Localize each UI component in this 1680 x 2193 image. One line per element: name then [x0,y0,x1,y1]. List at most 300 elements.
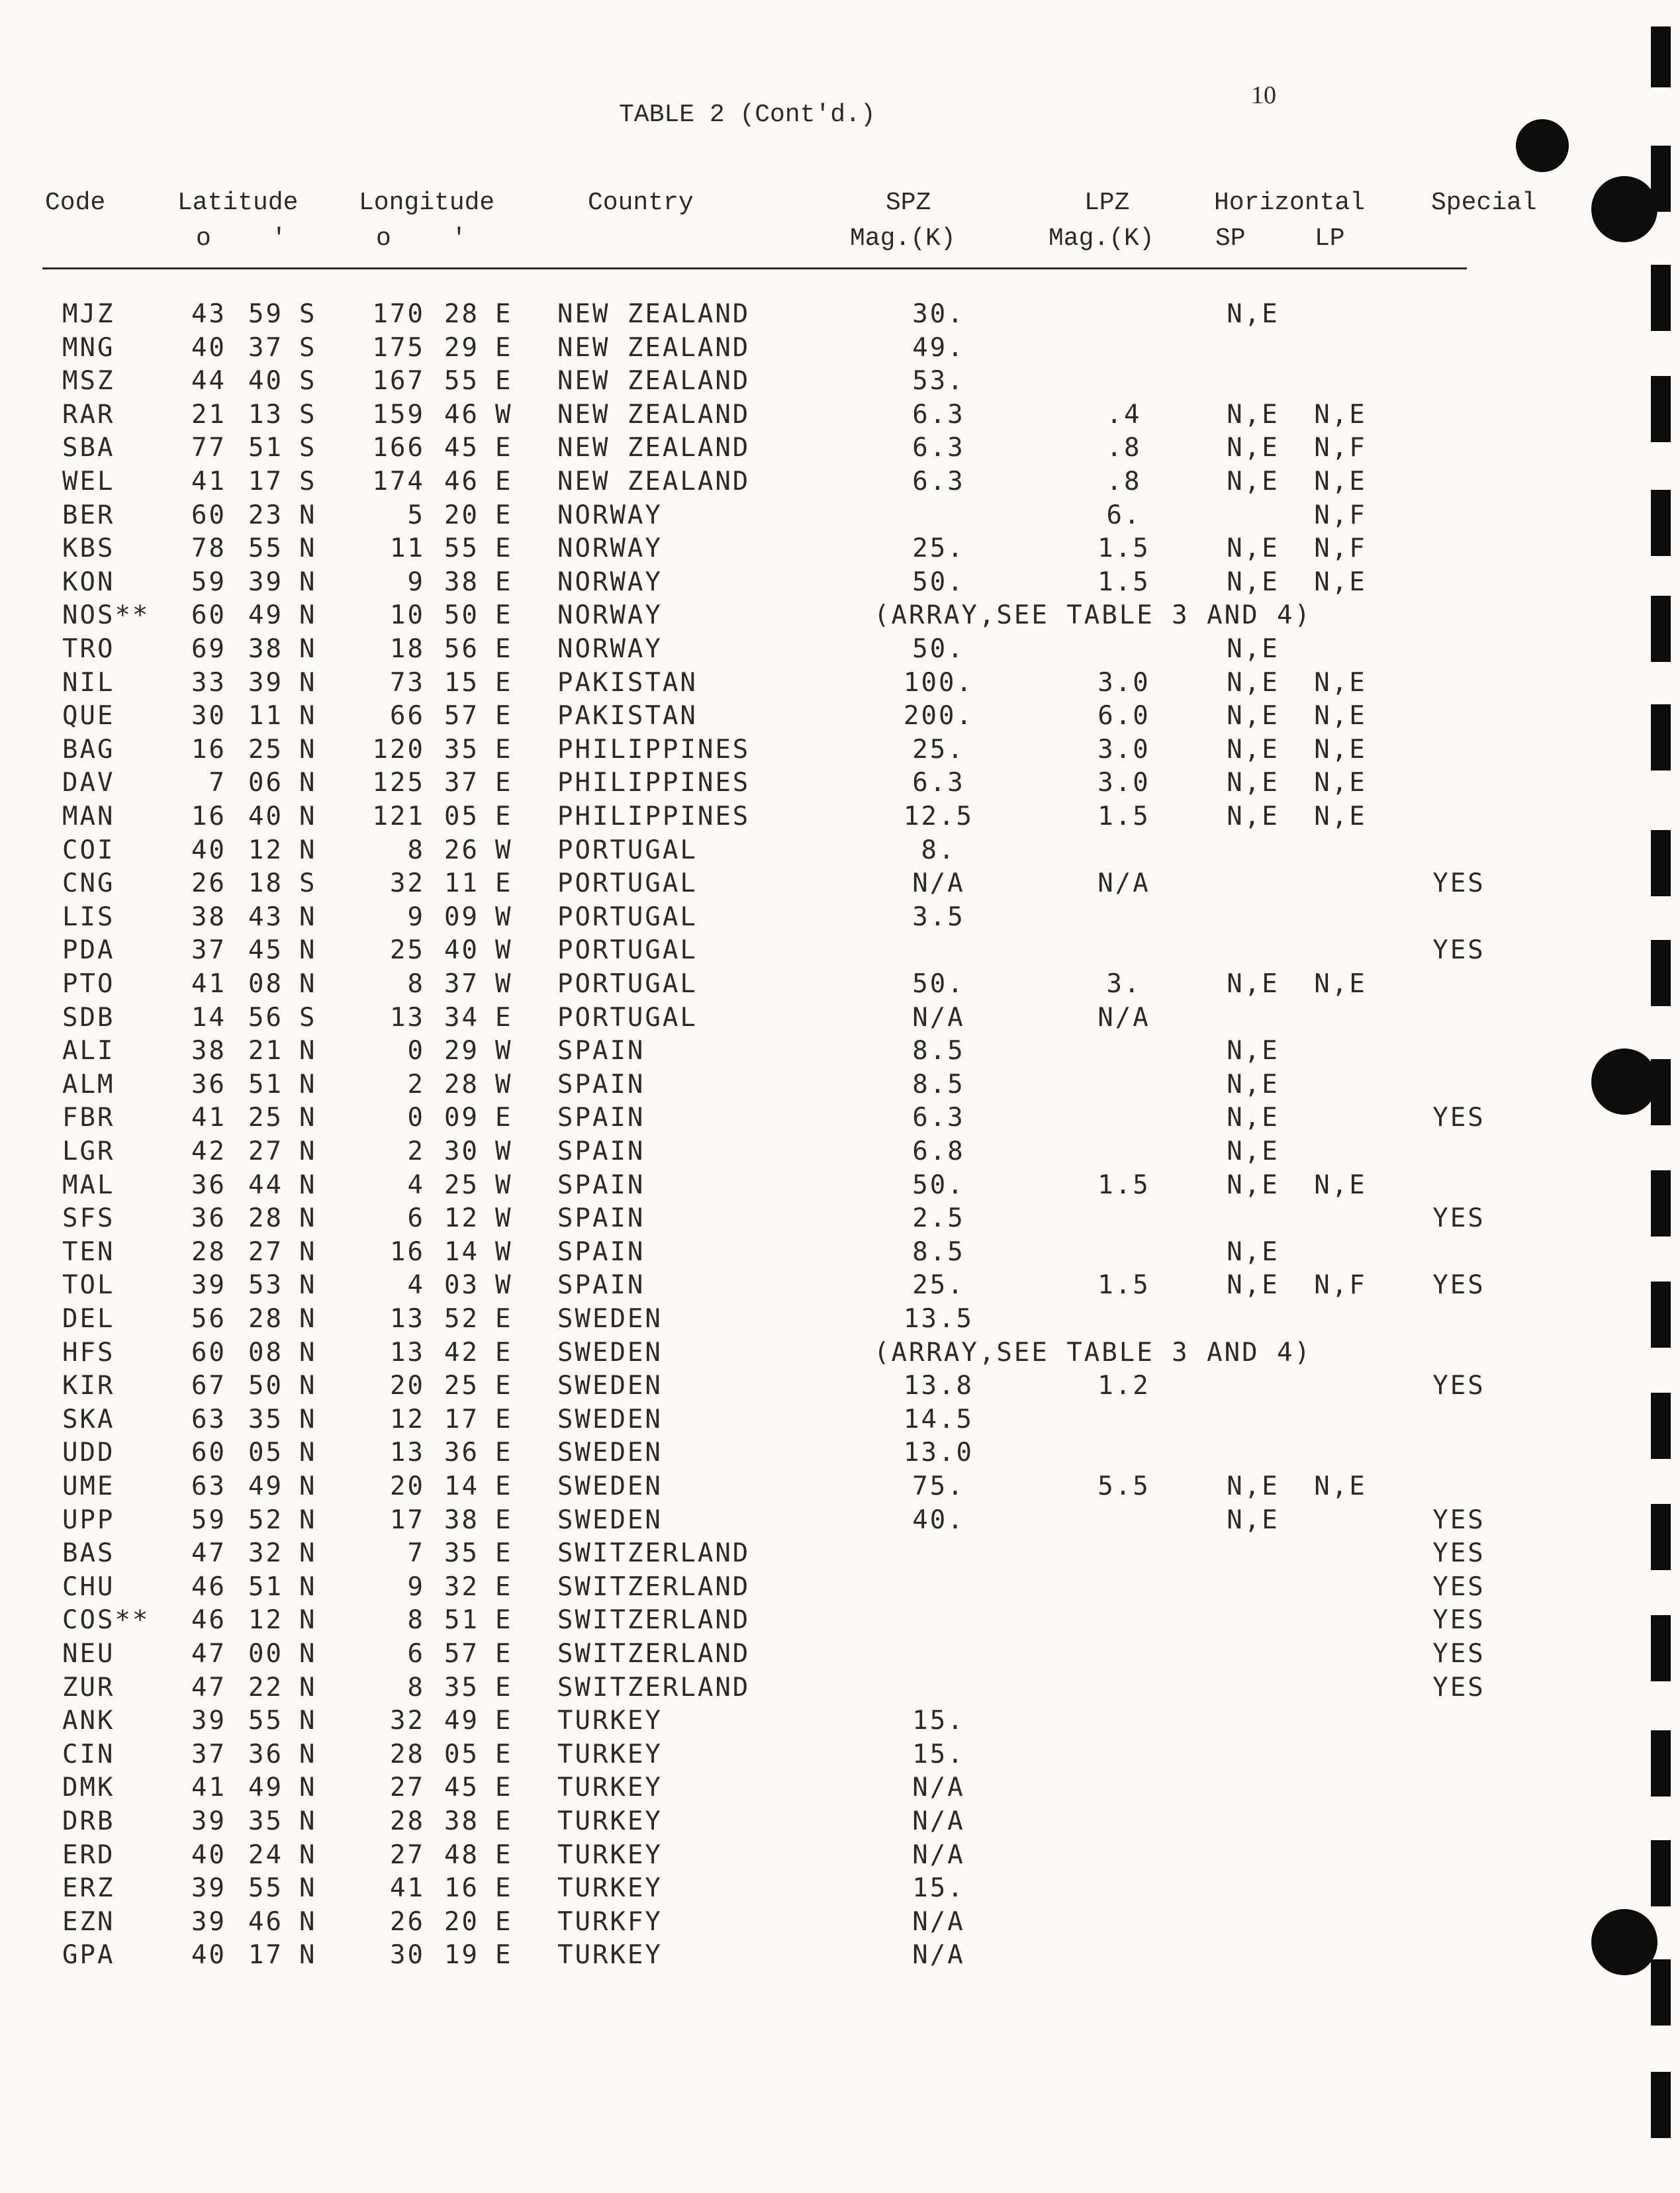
table-row [0,1939,1680,1972]
country: PHILIPPINES [557,802,751,831]
country: SWEDEN [557,1371,663,1401]
longitude-hemisphere: E [495,1571,513,1602]
country: SWEDEN [557,1404,663,1434]
longitude-hemisphere: E [495,1002,513,1033]
spz-magnification: N/A [912,1773,965,1803]
spz-magnification: 3.5 [912,902,965,932]
latitude-hemisphere: N [299,534,317,564]
station-code: NEU [62,1639,115,1669]
special-flag: YES [1432,1371,1485,1401]
latitude-hemisphere: N [299,1304,317,1334]
longitude-minutes: 35 [444,734,479,765]
country: SWEDEN [557,1337,663,1368]
longitude-hemisphere: E [495,534,513,564]
station-code: ERD [62,1840,115,1870]
country: TURKFY [557,1906,663,1937]
latitude-hemisphere: N [299,1337,317,1368]
longitude-degrees: 16 [390,1236,425,1267]
station-code: DAV [62,768,115,798]
spz-magnification: 25. [912,734,965,765]
country: PHILIPPINES [557,768,751,798]
page-number: 10 [1251,81,1276,109]
table-row [0,633,1680,666]
longitude-minutes: 48 [444,1840,479,1870]
country: TURKEY [557,1773,663,1803]
table-row [0,1236,1680,1269]
country: PORTUGAL [557,835,698,865]
table-row [0,1303,1680,1336]
latitude-degrees: 28 [191,1236,226,1267]
latitude-hemisphere: S [299,332,317,363]
latitude-degrees: 41 [191,1773,226,1803]
horizontal-sp: N,E [1227,734,1280,765]
longitude-minutes: 16 [444,1873,479,1904]
latitude-minutes: 22 [248,1672,283,1703]
horizontal-lp: N,E [1314,802,1367,831]
table-row [0,934,1680,967]
latitude-hemisphere: N [299,600,317,631]
station-code: UPP [62,1505,115,1535]
latitude-degrees: 78 [191,534,226,564]
latitude-degrees: 47 [191,1672,226,1703]
horizontal-lp: N,E [1314,467,1367,496]
country: PORTUGAL [557,935,698,966]
latitude-minutes: 08 [248,1337,283,1368]
longitude-minutes: 11 [444,868,479,899]
country: SWITZERLAND [557,1672,751,1703]
longitude-degrees: 13 [390,1002,425,1033]
punch-mark [1651,1282,1671,1348]
latitude-hemisphere: S [299,366,317,397]
longitude-minutes: 12 [444,1203,479,1234]
latitude-degrees: 39 [191,1706,226,1736]
country: PORTUGAL [557,902,698,932]
latitude-minutes: 35 [248,1806,283,1836]
longitude-minutes: 28 [444,299,479,329]
latitude-degrees: 39 [191,1806,226,1836]
horizontal-lp: N,E [1314,734,1367,765]
longitude-minutes: 56 [444,634,479,664]
horizontal-lp: N,E [1314,399,1367,430]
latitude-degrees: 42 [191,1137,226,1166]
station-code: MAL [62,1170,115,1200]
latitude-hemisphere: N [299,1906,317,1937]
latitude-hemisphere: N [299,1371,317,1401]
spz-magnification: 15. [912,1739,965,1769]
longitude-hemisphere: E [495,1672,513,1703]
table-row [0,867,1680,900]
station-code: QUE [62,701,115,731]
horizontal-lp: N,E [1314,1471,1367,1501]
longitude-hemisphere: W [495,1270,513,1301]
latitude-hemisphere: N [299,768,317,798]
country: SWITZERLAND [557,1605,751,1636]
longitude-minutes: 09 [444,902,479,932]
latitude-minutes: 49 [248,600,283,631]
station-code: NOS** [62,600,150,631]
station-code: NIL [62,667,115,698]
longitude-degrees: 28 [390,1739,425,1769]
table-row [0,599,1680,632]
longitude-degrees: 13 [390,1304,425,1334]
lpz-magnification: 1.5 [1097,567,1150,597]
lpz-magnification: 1.5 [1097,802,1150,831]
latitude-degrees: 47 [191,1639,226,1669]
longitude-hemisphere: W [495,399,513,430]
longitude-hemisphere: W [495,1137,513,1166]
latitude-hemisphere: N [299,935,317,966]
longitude-minutes: 34 [444,1002,479,1033]
latitude-hemisphere: N [299,1605,317,1636]
table-row [0,1035,1680,1068]
latitude-minutes: 59 [248,299,283,329]
table-row [0,767,1680,800]
special-flag: YES [1432,1672,1485,1703]
country: SWEDEN [557,1505,663,1535]
longitude-degrees: 11 [390,534,425,564]
latitude-degrees: 46 [191,1571,226,1602]
latitude-minutes: 51 [248,1571,283,1602]
punch-mark [1651,2072,1671,2138]
latitude-hemisphere: N [299,1571,317,1602]
spz-magnification: 75. [912,1471,965,1501]
longitude-hemisphere: E [495,1304,513,1334]
longitude-degrees: 121 [372,802,425,831]
country: TURKEY [557,1940,663,1971]
country: SWITZERLAND [557,1639,751,1669]
lpz-magnification: .4 [1106,399,1142,430]
header-latitude-units: o ' [196,224,287,253]
header-horizontal-lp: LP [1315,224,1345,253]
country: NEW ZEALAND [557,399,751,430]
latitude-degrees: 36 [191,1069,226,1099]
latitude-minutes: 43 [248,902,283,932]
latitude-degrees: 59 [191,1505,226,1535]
spz-magnification: 6.8 [912,1137,965,1166]
horizontal-sp: N,E [1227,802,1280,831]
latitude-degrees: 37 [191,1739,226,1769]
station-code: PTO [62,969,115,999]
latitude-hemisphere: N [299,802,317,831]
longitude-hemisphere: E [495,802,513,831]
latitude-degrees: 26 [191,868,226,899]
latitude-hemisphere: S [299,433,317,463]
table-row [0,532,1680,565]
spz-magnification: 13.8 [904,1371,974,1401]
latitude-minutes: 55 [248,1873,283,1904]
longitude-degrees: 27 [390,1773,425,1803]
spz-magnification: N/A [912,868,965,899]
longitude-degrees: 4 [407,1170,425,1200]
table-row [0,1470,1680,1503]
spz-magnification: 13.0 [904,1438,974,1468]
latitude-hemisphere: N [299,1873,317,1904]
longitude-degrees: 30 [390,1940,425,1971]
longitude-degrees: 73 [390,667,425,698]
latitude-degrees: 47 [191,1538,226,1569]
punch-mark [1651,1615,1671,1681]
latitude-hemisphere: N [299,1538,317,1569]
punch-mark [1651,376,1671,442]
latitude-minutes: 25 [248,1103,283,1133]
longitude-hemisphere: W [495,1170,513,1200]
array-note: (ARRAY,SEE TABLE 3 AND 4) [874,600,1312,631]
table-row [0,298,1680,331]
header-horizontal-sp: SP [1215,224,1246,253]
lpz-magnification: 1.5 [1097,1170,1150,1200]
longitude-hemisphere: W [495,1203,513,1234]
longitude-minutes: 36 [444,1438,479,1468]
longitude-minutes: 55 [444,366,479,397]
table-row [0,566,1680,599]
horizontal-lp: N,E [1314,567,1367,597]
station-code: SDB [62,1002,115,1033]
longitude-minutes: 50 [444,600,479,631]
spz-magnification: N/A [912,1002,965,1033]
longitude-degrees: 20 [390,1471,425,1501]
longitude-degrees: 18 [390,634,425,664]
longitude-hemisphere: E [495,1438,513,1468]
station-code: RAR [62,399,115,430]
spz-magnification: 53. [912,366,965,397]
longitude-hemisphere: E [495,467,513,496]
station-code: DEL [62,1304,115,1334]
punch-mark [1651,490,1671,556]
horizontal-sp: N,E [1227,1036,1280,1066]
country: PORTUGAL [557,1002,698,1033]
longitude-minutes: 49 [444,1706,479,1736]
latitude-degrees: 40 [191,1840,226,1870]
special-flag: YES [1432,1538,1485,1569]
punch-hole [1591,176,1657,242]
latitude-degrees: 60 [191,600,226,631]
longitude-hemisphere: E [495,299,513,329]
special-flag: YES [1432,1639,1485,1669]
punch-hole [1591,1049,1657,1115]
horizontal-lp: N,E [1314,701,1367,731]
latitude-minutes: 40 [248,802,283,831]
latitude-hemisphere: N [299,734,317,765]
longitude-degrees: 5 [407,500,425,530]
longitude-hemisphere: E [495,332,513,363]
header-longitude: Longitude [359,189,495,217]
latitude-hemisphere: S [299,299,317,329]
table-row [0,365,1680,398]
latitude-minutes: 18 [248,868,283,899]
longitude-hemisphere: E [495,1706,513,1736]
longitude-degrees: 9 [407,1571,425,1602]
spz-magnification: 14.5 [904,1404,974,1434]
latitude-hemisphere: N [299,1036,317,1066]
station-code: CIN [62,1739,115,1769]
table-row [0,1403,1680,1436]
spz-magnification: N/A [912,1940,965,1971]
punch-mark [1651,1059,1671,1125]
latitude-degrees: 41 [191,467,226,496]
spz-magnification: 50. [912,969,965,999]
latitude-hemisphere: S [299,467,317,496]
station-code: TRO [62,634,115,664]
latitude-minutes: 32 [248,1538,283,1569]
longitude-hemisphere: E [495,1371,513,1401]
station-code: KIR [62,1371,115,1401]
country: SPAIN [557,1203,645,1234]
longitude-degrees: 9 [407,567,425,597]
longitude-hemisphere: E [495,701,513,731]
longitude-minutes: 46 [444,467,479,496]
header-latitude: Latitude [177,189,299,217]
longitude-degrees: 32 [390,868,425,899]
horizontal-sp: N,E [1227,701,1280,731]
latitude-minutes: 52 [248,1505,283,1535]
table-row [0,800,1680,833]
country: PAKISTAN [557,701,698,731]
longitude-degrees: 8 [407,969,425,999]
latitude-minutes: 25 [248,734,283,765]
station-code: ZUR [62,1672,115,1703]
table-row [0,1906,1680,1939]
spz-magnification: 100. [904,667,974,698]
longitude-degrees: 174 [372,467,425,496]
longitude-hemisphere: E [495,634,513,664]
longitude-hemisphere: W [495,969,513,999]
lpz-magnification: 6.0 [1097,701,1150,731]
longitude-minutes: 38 [444,1806,479,1836]
spz-magnification: 200. [904,701,974,731]
spz-magnification: 8.5 [912,1069,965,1099]
special-flag: YES [1432,935,1485,966]
horizontal-lp: N,F [1314,534,1367,564]
latitude-degrees: 59 [191,567,226,597]
longitude-hemisphere: E [495,1538,513,1569]
longitude-minutes: 37 [444,768,479,798]
longitude-degrees: 41 [390,1873,425,1904]
table-row [0,1604,1680,1637]
station-code: ALI [62,1036,115,1066]
horizontal-sp: N,E [1227,1137,1280,1166]
longitude-degrees: 27 [390,1840,425,1870]
latitude-degrees: 63 [191,1404,226,1434]
longitude-minutes: 45 [444,433,479,463]
latitude-minutes: 50 [248,1371,283,1401]
latitude-hemisphere: N [299,1203,317,1234]
latitude-hemisphere: N [299,667,317,698]
country: TURKEY [557,1873,663,1904]
longitude-minutes: 57 [444,1639,479,1669]
longitude-degrees: 0 [407,1103,425,1133]
punch-mark [1651,1393,1671,1459]
longitude-hemisphere: E [495,1404,513,1434]
latitude-hemisphere: N [299,969,317,999]
longitude-degrees: 7 [407,1538,425,1569]
latitude-degrees: 16 [191,734,226,765]
station-code: DMK [62,1773,115,1803]
latitude-minutes: 17 [248,467,283,496]
horizontal-sp: N,E [1227,467,1280,496]
special-flag: YES [1432,1505,1485,1535]
latitude-degrees: 7 [209,768,226,798]
station-code: MJZ [62,299,115,329]
punch-hole [1516,119,1569,172]
latitude-minutes: 44 [248,1170,283,1200]
spz-magnification: N/A [912,1806,965,1836]
longitude-degrees: 9 [407,902,425,932]
latitude-minutes: 51 [248,1069,283,1099]
punch-mark [1651,830,1671,896]
latitude-minutes: 13 [248,399,283,430]
longitude-minutes: 17 [444,1404,479,1434]
table-row [0,1002,1680,1035]
lpz-magnification: 5.5 [1097,1471,1150,1501]
table-row [0,1068,1680,1101]
lpz-magnification: 3. [1106,969,1142,999]
horizontal-sp: N,E [1227,399,1280,430]
latitude-minutes: 11 [248,701,283,731]
latitude-minutes: 53 [248,1270,283,1301]
longitude-hemisphere: E [495,1940,513,1971]
horizontal-sp: N,E [1227,1103,1280,1133]
special-flag: YES [1432,1270,1485,1301]
longitude-degrees: 66 [390,701,425,731]
latitude-hemisphere: N [299,1840,317,1870]
table-row [0,1135,1680,1168]
longitude-hemisphere: W [495,1236,513,1267]
punch-mark [1651,1730,1671,1796]
latitude-degrees: 30 [191,701,226,731]
latitude-degrees: 36 [191,1203,226,1234]
station-code: ERZ [62,1873,115,1904]
table-row [0,499,1680,532]
latitude-minutes: 28 [248,1203,283,1234]
latitude-hemisphere: N [299,1672,317,1703]
table-row [0,1872,1680,1905]
latitude-degrees: 39 [191,1270,226,1301]
country: SWEDEN [557,1471,663,1501]
country: NORWAY [557,567,663,597]
special-flag: YES [1432,1605,1485,1636]
table-row [0,1370,1680,1403]
table-row [0,1269,1680,1302]
longitude-minutes: 05 [444,1739,479,1769]
station-code: UDD [62,1438,115,1468]
latitude-degrees: 40 [191,1940,226,1971]
latitude-minutes: 38 [248,634,283,664]
table-row [0,465,1680,498]
lpz-magnification: 3.0 [1097,667,1150,698]
latitude-hemisphere: N [299,701,317,731]
longitude-hemisphere: E [495,1806,513,1836]
spz-magnification: 6.3 [912,467,965,496]
longitude-degrees: 8 [407,835,425,865]
longitude-minutes: 37 [444,969,479,999]
punch-mark [1651,940,1671,1006]
longitude-hemisphere: E [495,734,513,765]
country: PORTUGAL [557,868,698,899]
table-row [0,667,1680,700]
longitude-minutes: 09 [444,1103,479,1133]
country: SWEDEN [557,1438,663,1468]
punch-mark [1651,704,1671,770]
latitude-hemisphere: N [299,1739,317,1769]
longitude-hemisphere: E [495,1471,513,1501]
longitude-degrees: 167 [372,366,425,397]
latitude-degrees: 33 [191,667,226,698]
longitude-minutes: 57 [444,701,479,731]
latitude-degrees: 60 [191,1438,226,1468]
horizontal-sp: N,E [1227,299,1280,329]
horizontal-sp: N,E [1227,534,1280,564]
longitude-degrees: 175 [372,332,425,363]
